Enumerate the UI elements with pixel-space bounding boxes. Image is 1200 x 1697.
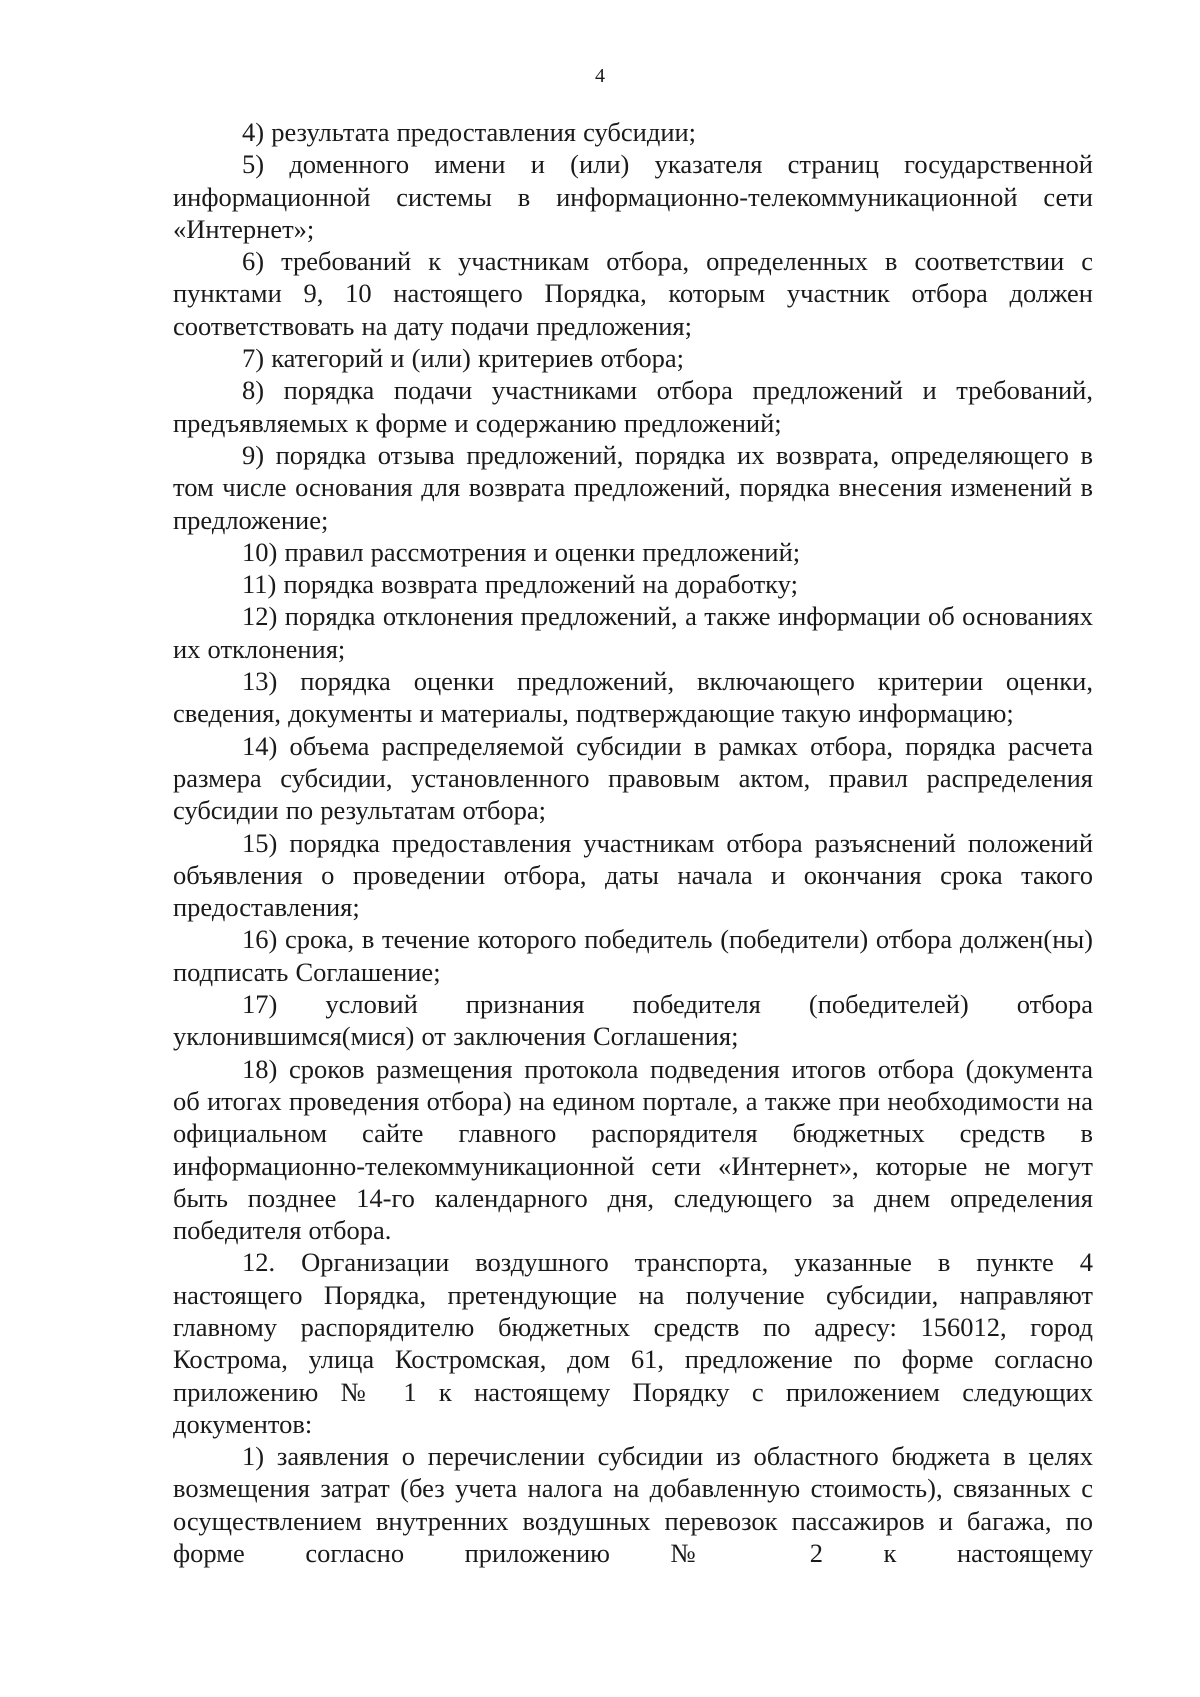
list-item: 14) объема распределяемой субсидии в рамках отбора, порядка расчета размера субсидии, установленного правовым актом, правил распределения субсидии по результатам отбора; xyxy=(173,730,1093,826)
list-item: 12) порядка отклонения предложений, а также информации об основаниях их отклонения; xyxy=(173,601,1093,664)
list-item: 9) порядка отзыва предложений, порядка их возврата, определяющего в том числе основания для возврата предложений, порядка внесения изменений в предложение; xyxy=(173,439,1093,535)
list-item: 18) сроков размещения протокола подведения итогов отбора (документа об итогах проведения отбора) на едином портале, а также при необходимости на официальном сайте главного распорядителя бюджетных средств в информационно-телекоммуникационной сети «Интернет», которые не могут быть позднее 14-го календарного дня, следующего за днем определения победителя отбора. xyxy=(173,1053,1093,1246)
section-paragraph: 12. Организации воздушного транспорта, указанные в пункте 4 настоящего Порядка, претендующие на получение субсидии, направляют главному распорядителю бюджетных средств по адресу: 156012, город Кострома, улица Костромская, дом 61, предложение по форме согласно приложению № 1 к настоящему Порядку с приложением следующих документов: xyxy=(173,1247,1093,1439)
list-item: 15) порядка предоставления участникам отбора разъяснений положений объявления о проведении отбора, даты начала и окончания срока такого предоставления; xyxy=(173,827,1093,923)
list-item: 16) срока, в течение которого победитель (победители) отбора должен(ны) подписать Соглашение; xyxy=(173,924,1093,987)
list-item: 11) порядка возврата предложений на доработку; xyxy=(242,569,798,600)
list-item: 1) заявления о перечислении субсидии из областного бюджета в целях возмещения затрат (без учета налога на добавленную стоимость), связанных с осуществлением внутренних воздушных перевозок пассажиров и багажа, по форме согласно приложению № 2 к настоящему xyxy=(173,1441,1093,1569)
list-item: 17) условий признания победителя (победителей) отбора уклонившимся(мися) от заключения Соглашения; xyxy=(173,989,1093,1052)
list-item: 10) правил рассмотрения и оценки предложений; xyxy=(242,536,801,567)
list-item: 8) порядка подачи участниками отбора предложений и требований, предъявляемых к форме и содержанию предложений; xyxy=(173,375,1093,438)
list-item: 13) порядка оценки предложений, включающего критерии оценки, сведения, документы и материалы, подтверждающие такую информацию; xyxy=(173,666,1093,729)
list-item: 5) доменного имени и (или) указателя страниц государственной информационной системы в информационно-телекоммуникационной сети «Интернет»; xyxy=(173,149,1093,244)
list-item: 7) категорий и (или) критериев отбора; xyxy=(242,343,685,374)
document-body xyxy=(173,116,1093,1569)
page-number: 4 xyxy=(595,65,605,87)
list-item: 4) результата предоставления субсидии; xyxy=(242,117,697,147)
list-item: 6) требований к участникам отбора, определенных в соответствии с пунктами 9, 10 настоящего Порядка, которым участник отбора должен соответствовать на дату подачи предложения; xyxy=(173,246,1093,341)
